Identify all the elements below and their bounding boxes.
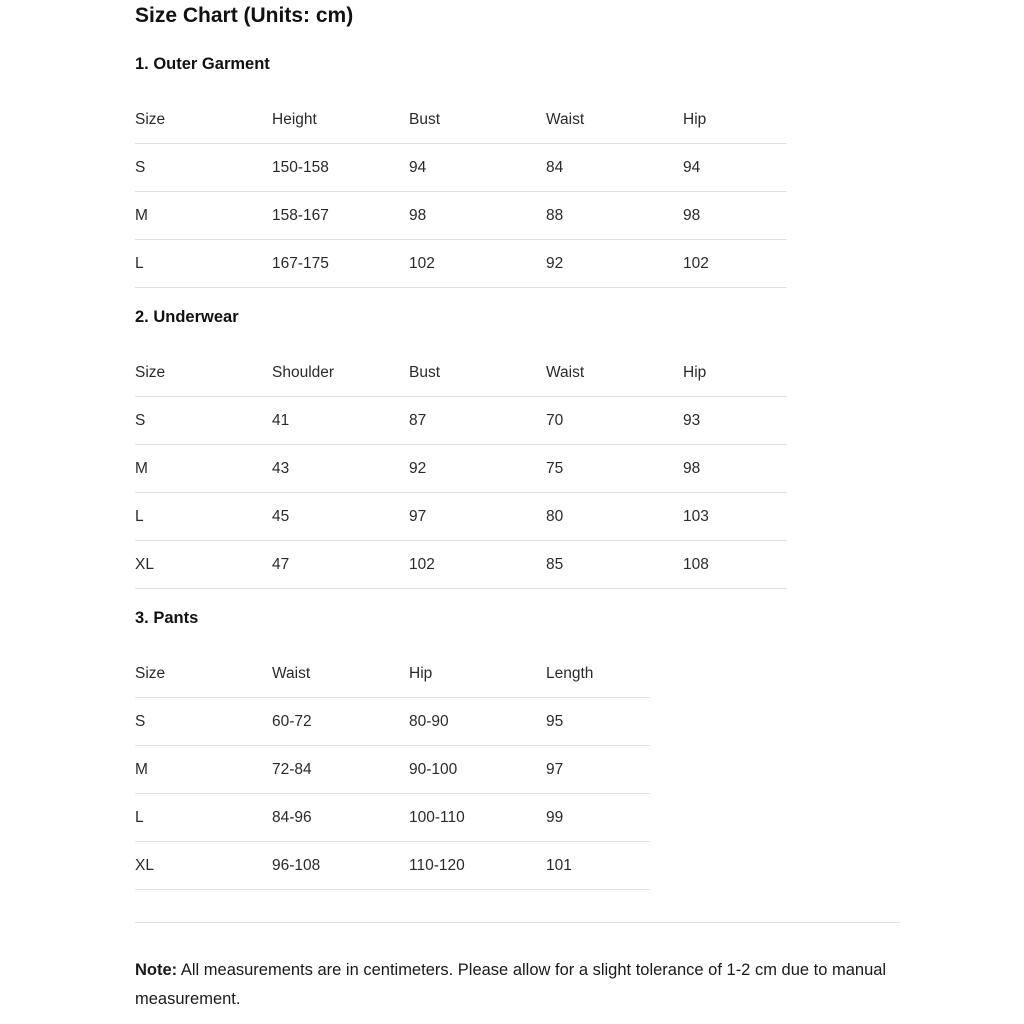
table-cell: 72-84	[272, 746, 409, 794]
table-cell: 43	[272, 445, 409, 493]
table-cell: 75	[546, 445, 683, 493]
table-cell: M	[135, 746, 272, 794]
table-row	[135, 144, 787, 192]
table-cell: 103	[683, 493, 787, 541]
table-cell: S	[135, 144, 272, 192]
table-cell: 47	[272, 541, 409, 589]
table-row	[135, 698, 650, 746]
table-row	[135, 541, 787, 589]
column-header: Hip	[683, 96, 787, 144]
table-cell: 102	[683, 240, 787, 288]
column-header: Shoulder	[272, 349, 409, 397]
column-header: Size	[135, 96, 272, 144]
table-cell: XL	[135, 541, 272, 589]
table-cell: 41	[272, 397, 409, 445]
section-title-outer-garment: 1. Outer Garment	[135, 55, 270, 73]
column-header: Waist	[546, 96, 683, 144]
table-cell: 88	[546, 192, 683, 240]
table-row	[135, 192, 787, 240]
table-cell: 94	[683, 144, 787, 192]
column-header: Height	[272, 96, 409, 144]
table-cell: 92	[546, 240, 683, 288]
table-cell: 99	[546, 794, 650, 842]
table-cell: L	[135, 240, 272, 288]
table-cell: S	[135, 698, 272, 746]
outer-garment-table	[135, 96, 787, 288]
underwear-table	[135, 349, 787, 589]
table-cell: L	[135, 493, 272, 541]
table-cell: 84-96	[272, 794, 409, 842]
table-row	[135, 397, 787, 445]
table-header-row	[135, 96, 787, 144]
table-cell: 93	[683, 397, 787, 445]
table-cell: 98	[409, 192, 546, 240]
column-header: Size	[135, 349, 272, 397]
table-cell: 102	[409, 240, 546, 288]
pants-table	[135, 650, 650, 890]
column-header: Size	[135, 650, 272, 698]
note-label: Note:	[135, 961, 178, 979]
table-row	[135, 493, 787, 541]
table-cell: 101	[546, 842, 650, 890]
table-cell: 90-100	[409, 746, 546, 794]
table-cell: 70	[546, 397, 683, 445]
table-cell: 84	[546, 144, 683, 192]
table-cell: 80	[546, 493, 683, 541]
column-header: Length	[546, 650, 650, 698]
table-row	[135, 794, 650, 842]
table-cell: 94	[409, 144, 546, 192]
table-cell: 60-72	[272, 698, 409, 746]
page-title: Size Chart (Units: cm)	[135, 4, 354, 27]
table-cell: M	[135, 445, 272, 493]
table-row	[135, 240, 787, 288]
column-header: Bust	[409, 349, 546, 397]
table-cell: 45	[272, 493, 409, 541]
table-cell: 102	[409, 541, 546, 589]
table-cell: 80-90	[409, 698, 546, 746]
column-header: Hip	[409, 650, 546, 698]
table-cell: 98	[683, 192, 787, 240]
note	[135, 956, 900, 1014]
table-cell: 87	[409, 397, 546, 445]
table-cell: 98	[683, 445, 787, 493]
section-title-pants: 3. Pants	[135, 609, 199, 627]
table-row	[135, 746, 650, 794]
table-cell: L	[135, 794, 272, 842]
table-cell: S	[135, 397, 272, 445]
table-cell: 158-167	[272, 192, 409, 240]
table-cell: 95	[546, 698, 650, 746]
table-cell: 100-110	[409, 794, 546, 842]
column-header: Waist	[272, 650, 409, 698]
table-row	[135, 445, 787, 493]
table-cell: 96-108	[272, 842, 409, 890]
section-title-underwear: 2. Underwear	[135, 308, 239, 326]
table-cell: XL	[135, 842, 272, 890]
table-row	[135, 842, 650, 890]
table-cell: M	[135, 192, 272, 240]
column-header: Bust	[409, 96, 546, 144]
table-cell: 150-158	[272, 144, 409, 192]
table-cell: 108	[683, 541, 787, 589]
table-cell: 97	[409, 493, 546, 541]
table-cell: 110-120	[409, 842, 546, 890]
table-cell: 97	[546, 746, 650, 794]
column-header: Waist	[546, 349, 683, 397]
table-cell: 167-175	[272, 240, 409, 288]
table-cell: 92	[409, 445, 546, 493]
divider	[135, 922, 900, 923]
note-text: All measurements are in centimeters. Please allow for a slight tolerance of 1-2 cm due to manual measurement.	[135, 961, 887, 1008]
table-header-row	[135, 349, 787, 397]
table-header-row	[135, 650, 650, 698]
table-cell: 85	[546, 541, 683, 589]
column-header: Hip	[683, 349, 787, 397]
